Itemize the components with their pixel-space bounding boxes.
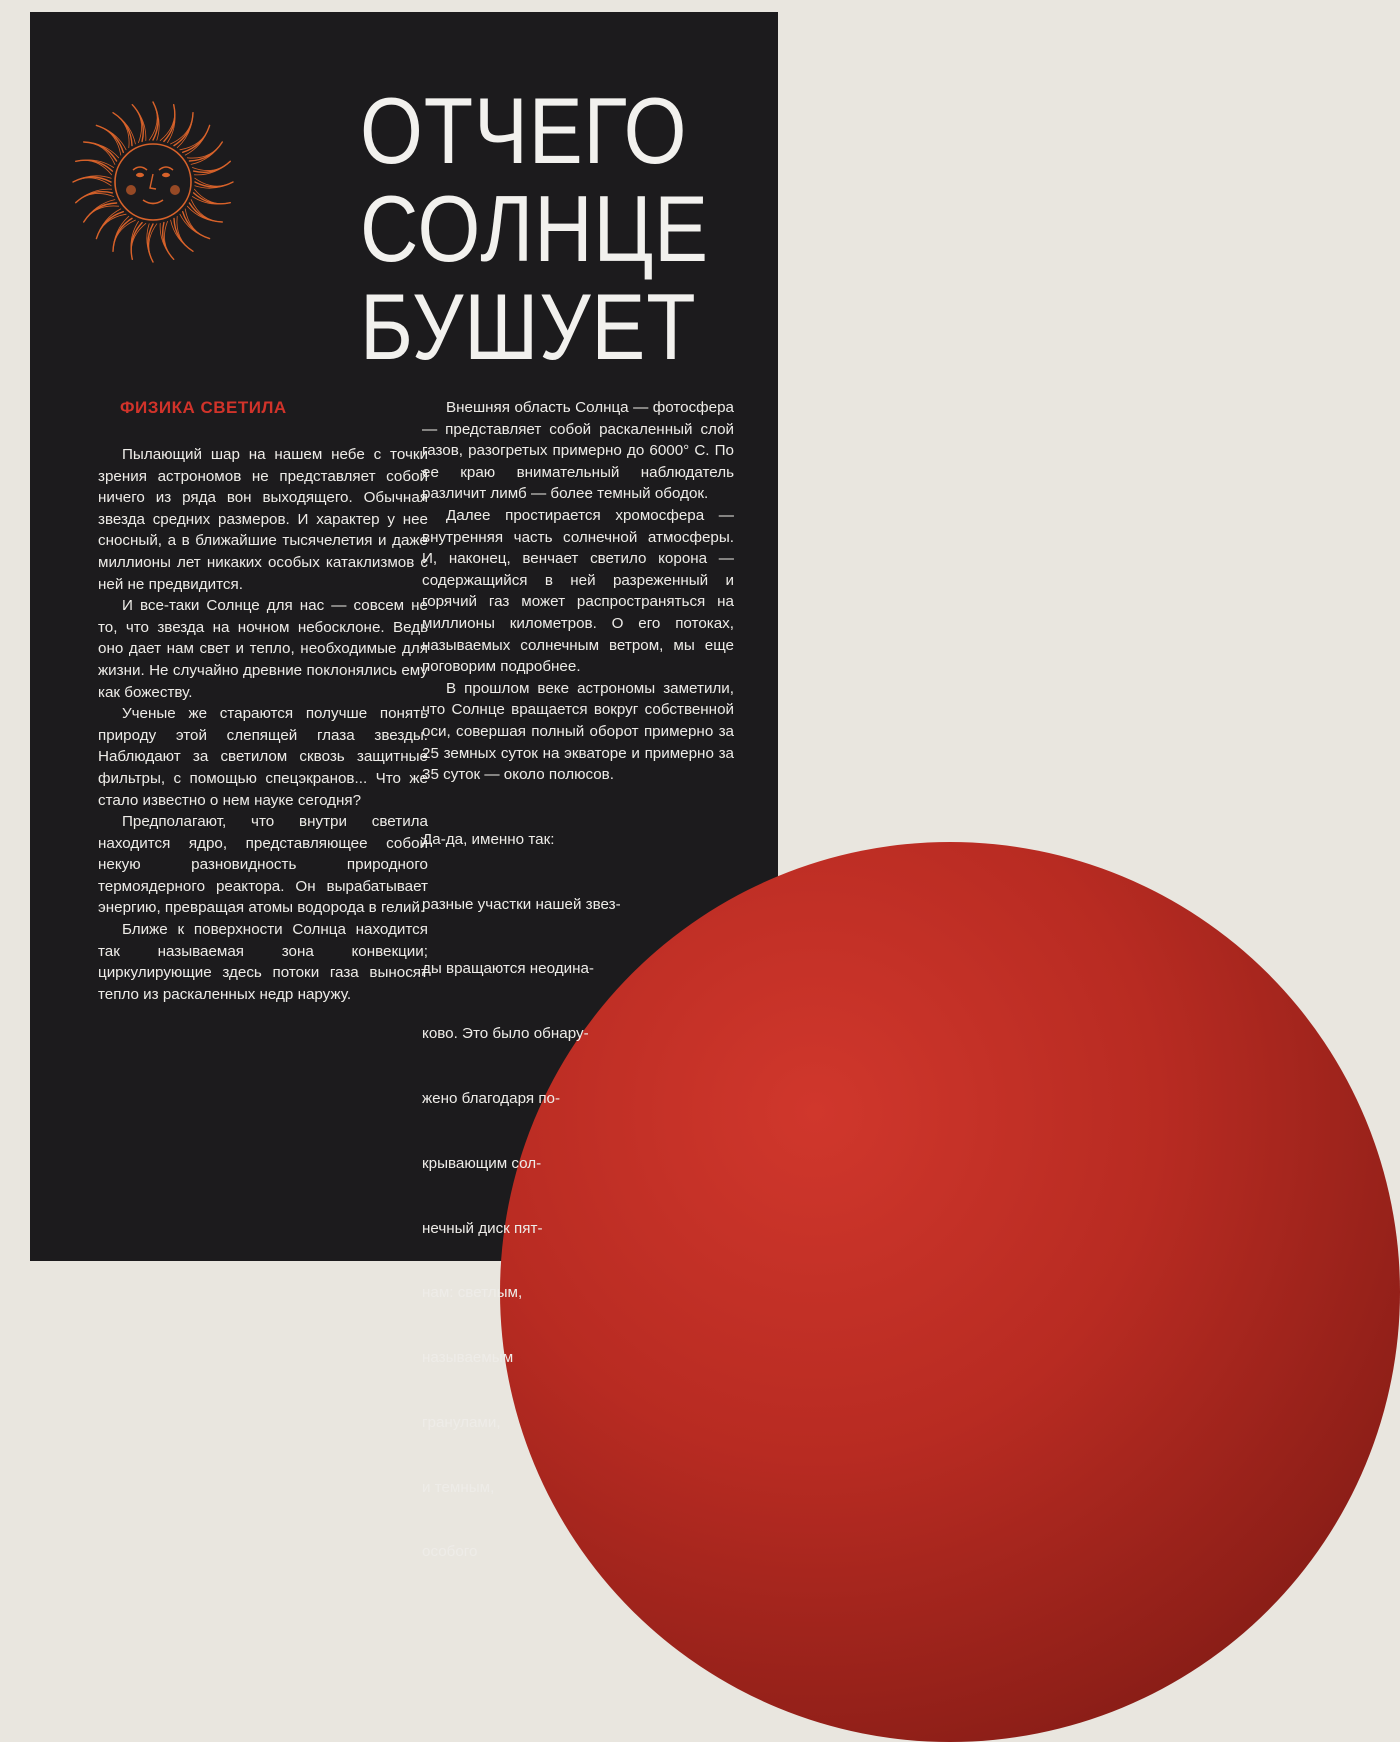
- tail-line: Да-да, именно так:: [422, 830, 555, 848]
- paragraph: Предполагают, что внутри светила находится ядро, представляющее собой некую разновидность природного термоядерного реактора. Он вырабатывает энергию, превращая атомы водорода в гелий.: [98, 813, 428, 917]
- paragraph: Ученые же стараются получше понять природу этой слепящей глаза звезды. Наблюдают за светилом сквозь защитные фильтры, с помощью спецэкранов... Что же стало известно о нем науке сегодня?: [98, 705, 428, 809]
- tail-line: особого: [422, 1543, 478, 1561]
- tail-line: нам: светлым,: [422, 1284, 523, 1302]
- tail-line: нечный диск пят-: [422, 1219, 543, 1237]
- paragraph: Внешняя область Солнца — фотосфера — представляет собой раскаленный слой газов, разогретых примерно до 6000° С. По ее краю внимательный наблюдатель различит лимб — более темный ободок.: [422, 399, 734, 503]
- tail-line: разные участки нашей звез-: [422, 895, 621, 913]
- section-rubric: ФИЗИКА СВЕТИЛА: [120, 398, 287, 417]
- paragraph: В прошлом веке астрономы заметили, что Солнце вращается вокруг собственной оси, совершая полный оборот примерно за 25 земных суток на экваторе и примерно за 35 суток — около полюсов.: [422, 679, 734, 784]
- tail-line: жено благодаря по-: [422, 1090, 561, 1107]
- right-column: [422, 397, 734, 1606]
- paragraph: Ближе к поверхности Солнца находится так называемая зона конвекции; циркулирующие здесь потоки газа выносят тепло из раскаленных недр наружу.: [98, 921, 428, 1003]
- title-line-3: БУШУЕТ: [360, 274, 697, 379]
- tail-line: крывающим сол-: [422, 1154, 542, 1172]
- magazine-page: [30, 12, 778, 1561]
- sun-with-face-icon: [68, 82, 238, 302]
- tail-line: и темным,: [422, 1478, 495, 1496]
- title-line-2: СОЛНЦЕ: [360, 176, 709, 281]
- paragraph: Далее простирается хромосфера — внутренняя часть солнечной атмосферы. И, наконец, венчает светило корона — содержащийся в ней разреженный и горячий газ может распространяться на миллионы километров. О его потоках, называемых солнечным ветром, мы еще поговорим подробнее.: [422, 506, 734, 676]
- article-title: [360, 78, 719, 379]
- tail-line: ково. Это было обнару-: [422, 1025, 589, 1043]
- tail-line: ды вращаются неодина-: [422, 960, 594, 978]
- tail-line: гранулами,: [422, 1413, 501, 1431]
- wrapped-text-tail: [422, 786, 734, 1607]
- paragraph: И все-таки Солнце для нас — совсем не то, что звезда на ночном небосклоне. Ведь оно дает нам свет и тепло, необходимые для жизни. Не случайно древние поклонялись ему как божеству.: [98, 597, 428, 701]
- tail-line: называемым: [422, 1349, 514, 1367]
- title-line-1: ОТЧЕГО: [360, 78, 688, 183]
- paragraph: Пылающий шар на нашем небе с точки зрения астрономов не представляет собой ничего из ряда вон выходящего. Обычная звезда средних размеров. И характер у нее сносный, а в ближайшие тысячелетия и даже миллионы лет никаких особых катаклизмов с ней не предвидится.: [98, 446, 428, 593]
- left-column: [98, 444, 428, 1005]
